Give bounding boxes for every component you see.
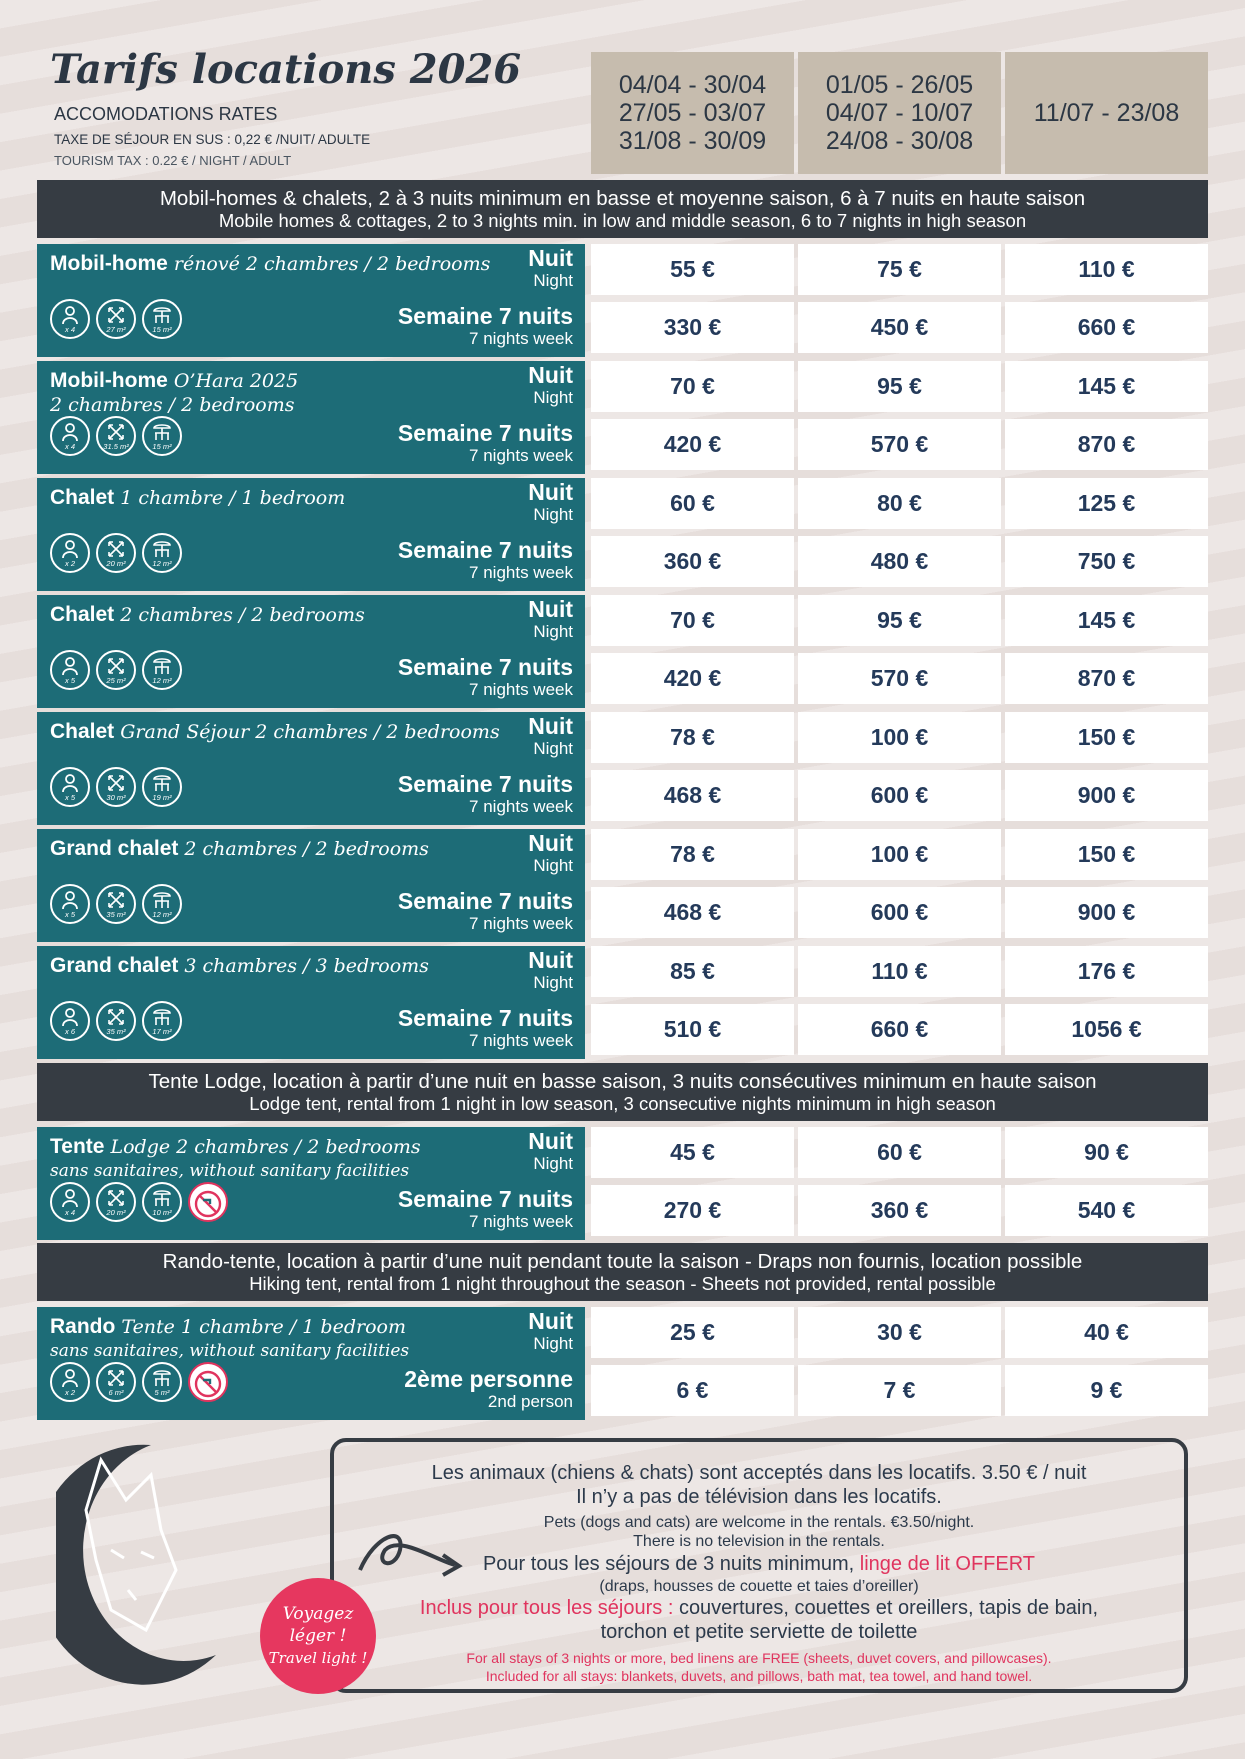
- capacity-icon: [50, 416, 90, 456]
- night-price: 95 €: [798, 361, 1001, 412]
- terrace-icon: [142, 650, 182, 690]
- band-text-en: Hiking tent, rental from 1 night throughout the season - Sheets not provided, rental possible: [249, 1273, 996, 1294]
- capacity-icon: [50, 1182, 90, 1222]
- icon-label: 15 m²: [152, 442, 172, 451]
- label-fr: Semaine 7 nuits: [397, 1005, 573, 1031]
- period-dates: 11/07 - 23/08: [1033, 99, 1180, 127]
- surface-icon: [96, 767, 136, 807]
- period-header-3: [1005, 52, 1208, 174]
- label-en: 7 nights week: [469, 914, 573, 933]
- surface-icon: [96, 650, 136, 690]
- band-text-en: Mobile homes & cottages, 2 to 3 nights min. in low and middle season, 6 to 7 nights in high season: [218, 210, 1027, 231]
- icon-label: x 4: [64, 442, 75, 451]
- accommodation-6: [37, 829, 585, 942]
- surface-icon: [96, 1182, 136, 1222]
- night-price: 60 €: [591, 478, 794, 529]
- terrace-icon: [142, 1182, 182, 1222]
- accommodation-details-line2: sans sanitaires, without sanitary facilities: [50, 1341, 410, 1361]
- night-label-en: Night: [533, 856, 573, 875]
- night-price: 90 €: [1005, 1127, 1208, 1178]
- night-price: 45 €: [591, 1127, 794, 1178]
- accommodation-1: [37, 244, 585, 357]
- accommodation-details: 2 chambres / 2 bedrooms: [178, 838, 429, 860]
- terrace-icon: [142, 1362, 182, 1402]
- terrace-icon: [142, 767, 182, 807]
- linen-offered: linge de lit OFFERT: [859, 1553, 1036, 1575]
- night-label-fr: Nuit: [528, 1128, 573, 1154]
- no-shower-icon: [188, 1182, 228, 1222]
- night-label-en: Night: [533, 1334, 573, 1353]
- night-label-en: Night: [533, 739, 573, 758]
- label-fr: Semaine 7 nuits: [397, 654, 573, 680]
- feature-icons: [50, 884, 182, 924]
- week-price: 360 €: [591, 536, 794, 587]
- period-dates: 31/08 - 30/09: [618, 127, 767, 155]
- night-label: [528, 948, 573, 993]
- night-label-fr: Nuit: [528, 1308, 573, 1334]
- surface-icon: [96, 1001, 136, 1041]
- night-label: [528, 363, 573, 408]
- night-label-fr: Nuit: [528, 245, 573, 271]
- accommodation-8: [37, 1127, 585, 1240]
- icon-label: 25 m²: [106, 676, 126, 685]
- accommodation-type: Chalet: [50, 720, 115, 743]
- feature-icons: [50, 1001, 182, 1041]
- accommodation-details-line2: 2 chambres / 2 bedrooms: [50, 394, 295, 416]
- label-en: 7 nights week: [469, 329, 573, 348]
- week-price: 750 €: [1005, 536, 1208, 587]
- feature-icons: [50, 416, 182, 456]
- week-label: [398, 889, 573, 934]
- accommodation-7: [37, 946, 585, 1059]
- night-label-en: Night: [533, 505, 573, 524]
- period-dates: 04/07 - 10/07: [825, 99, 974, 127]
- night-price: 100 €: [798, 712, 1001, 763]
- capacity-icon: [50, 767, 90, 807]
- accommodation-type: Chalet: [50, 603, 115, 626]
- accommodation-details: 2 chambres / 2 bedrooms: [114, 604, 365, 626]
- accommodation-4: [37, 595, 585, 708]
- wolf-moon-illustration: [56, 1440, 246, 1690]
- terrace-icon: [142, 1001, 182, 1041]
- tax-en: TOURISM TAX : 0.22 € / NIGHT / ADULT: [54, 153, 292, 168]
- label-fr: Semaine 7 nuits: [397, 420, 573, 446]
- night-label: [528, 1129, 573, 1174]
- night-price: 78 €: [591, 829, 794, 880]
- night-price: 125 €: [1005, 478, 1208, 529]
- night-label: [528, 480, 573, 525]
- night-price: 25 €: [591, 1307, 794, 1358]
- night-label: [528, 1309, 573, 1354]
- accommodation-5: [37, 712, 585, 825]
- icon-label: x 5: [64, 676, 75, 685]
- badge-line-3: Travel light !: [268, 1649, 368, 1667]
- icon-label: 31.5 m²: [103, 442, 129, 451]
- feature-icons: [50, 533, 182, 573]
- label-en: 7 nights week: [469, 1212, 573, 1231]
- label-fr: 2ème personne: [404, 1366, 573, 1392]
- no-shower-icon: [188, 1362, 228, 1402]
- accommodation-details-line2: sans sanitaires, without sanitary facilities: [50, 1161, 410, 1181]
- night-label: [528, 714, 573, 759]
- week-price: 468 €: [591, 887, 794, 938]
- night-label-fr: Nuit: [528, 947, 573, 973]
- night-price: 78 €: [591, 712, 794, 763]
- icon-label: 35 m²: [106, 910, 126, 919]
- week-price: 270 €: [591, 1185, 794, 1236]
- night-price: 95 €: [798, 595, 1001, 646]
- label-en: 7 nights week: [469, 446, 573, 465]
- week-price: 540 €: [1005, 1185, 1208, 1236]
- included-fr: couvertures, couettes et oreillers, tapis de bain,: [678, 1597, 1099, 1619]
- week-price: 660 €: [1005, 302, 1208, 353]
- night-label-en: Night: [533, 622, 573, 641]
- icon-label: 5 m²: [154, 1388, 170, 1397]
- night-price: 145 €: [1005, 361, 1208, 412]
- night-label-fr: Nuit: [528, 479, 573, 505]
- page-title: Tarifs locations 2026: [50, 46, 522, 93]
- icon-label: x 4: [64, 325, 75, 334]
- second-person-label: [404, 1367, 573, 1412]
- accommodation-name: [50, 954, 429, 978]
- label-en: 2nd person: [487, 1392, 573, 1411]
- label-fr: Semaine 7 nuits: [397, 888, 573, 914]
- accommodation-9: [37, 1307, 585, 1420]
- capacity-icon: [50, 884, 90, 924]
- label-en: 7 nights week: [469, 797, 573, 816]
- feature-icons: [50, 767, 182, 807]
- accommodation-name: [50, 603, 365, 627]
- pets-en: Pets (dogs and cats) are welcome in the rentals. €3.50/night.: [543, 1514, 975, 1531]
- icon-label: 12 m²: [152, 676, 172, 685]
- capacity-icon: [50, 533, 90, 573]
- second-person-price: 9 €: [1005, 1365, 1208, 1416]
- accommodation-2: [37, 361, 585, 474]
- label-fr: Semaine 7 nuits: [397, 771, 573, 797]
- included-highlight: Inclus pour tous les séjours :: [419, 1597, 679, 1619]
- label-fr: Semaine 7 nuits: [397, 1186, 573, 1212]
- icon-label: 35 m²: [106, 1027, 126, 1036]
- period-dates: 01/05 - 26/05: [825, 71, 974, 99]
- icon-label: 12 m²: [152, 910, 172, 919]
- week-price: 900 €: [1005, 770, 1208, 821]
- week-price: 570 €: [798, 653, 1001, 704]
- included-fr2: torchon et petite serviette de toilette: [600, 1621, 918, 1643]
- week-price: 870 €: [1005, 653, 1208, 704]
- week-price: 468 €: [591, 770, 794, 821]
- accommodation-type: Grand chalet: [50, 837, 179, 860]
- feature-icons: [50, 1182, 228, 1222]
- surface-icon: [96, 416, 136, 456]
- night-price: 85 €: [591, 946, 794, 997]
- terrace-icon: [142, 533, 182, 573]
- page-subtitle: ACCOMODATIONS RATES: [54, 104, 278, 124]
- week-price: 330 €: [591, 302, 794, 353]
- week-price: 510 €: [591, 1004, 794, 1055]
- accommodation-type: Mobil-home: [50, 369, 168, 392]
- icon-label: x 2: [64, 559, 75, 568]
- icon-label: 12 m²: [152, 559, 172, 568]
- night-price: 145 €: [1005, 595, 1208, 646]
- accommodation-type: Rando: [50, 1315, 116, 1338]
- travel-light-badge: [260, 1578, 376, 1694]
- icon-label: 19 m²: [152, 793, 172, 802]
- icon-label: 15 m²: [152, 325, 172, 334]
- week-price: 360 €: [798, 1185, 1001, 1236]
- night-label-en: Night: [533, 388, 573, 407]
- week-price: 660 €: [798, 1004, 1001, 1055]
- period-header-1: [591, 52, 794, 174]
- night-price: 40 €: [1005, 1307, 1208, 1358]
- night-label-fr: Nuit: [528, 713, 573, 739]
- night-price: 110 €: [798, 946, 1001, 997]
- icon-label: 20 m²: [106, 559, 126, 568]
- label-fr: Semaine 7 nuits: [397, 303, 573, 329]
- accommodation-name: [50, 1315, 406, 1339]
- week-price: 480 €: [798, 536, 1001, 587]
- accommodation-3: [37, 478, 585, 591]
- week-price: 870 €: [1005, 419, 1208, 470]
- week-price: 450 €: [798, 302, 1001, 353]
- night-price: 70 €: [591, 595, 794, 646]
- label-fr: Semaine 7 nuits: [397, 537, 573, 563]
- night-price: 150 €: [1005, 829, 1208, 880]
- info-box: [330, 1438, 1188, 1693]
- night-label-fr: Nuit: [528, 362, 573, 388]
- week-price: 900 €: [1005, 887, 1208, 938]
- night-label-en: Night: [533, 973, 573, 992]
- section-band-3: [37, 1243, 1208, 1301]
- section-band-2: [37, 1063, 1208, 1121]
- week-price: 600 €: [798, 770, 1001, 821]
- second-person-price: 7 €: [798, 1365, 1001, 1416]
- icon-label: x 2: [64, 1388, 75, 1397]
- week-label: [398, 1006, 573, 1051]
- label-en: 7 nights week: [469, 680, 573, 699]
- week-price: 1056 €: [1005, 1004, 1208, 1055]
- label-en: 7 nights week: [469, 563, 573, 582]
- badge-line-2: léger !: [289, 1626, 347, 1646]
- night-label-en: Night: [533, 271, 573, 290]
- accommodation-type: Grand chalet: [50, 954, 179, 977]
- week-label: [398, 304, 573, 349]
- surface-icon: [96, 1362, 136, 1402]
- surface-icon: [96, 533, 136, 573]
- accommodation-details: Grand Séjour 2 chambres / 2 bedrooms: [114, 721, 500, 743]
- icon-label: 30 m²: [106, 793, 126, 802]
- section-band-1: [37, 180, 1208, 238]
- accommodation-type: Tente: [50, 1135, 105, 1158]
- night-price: 55 €: [591, 244, 794, 295]
- accommodation-details: 3 chambres / 3 bedrooms: [178, 955, 429, 977]
- badge-line-1: Voyagez: [282, 1604, 354, 1624]
- en-line-2: Included for all stays: blankets, duvets, and pillows, bath mat, tea towel, and hand towel.: [485, 1668, 1033, 1684]
- terrace-icon: [142, 884, 182, 924]
- icon-label: x 5: [64, 793, 75, 802]
- accommodation-details: Tente 1 chambre / 1 bedroom: [115, 1316, 406, 1338]
- icon-label: x 4: [64, 1208, 75, 1217]
- week-label: [398, 655, 573, 700]
- tv-en: There is no television in the rentals.: [633, 1533, 885, 1550]
- period-header-2: [798, 52, 1001, 174]
- feature-icons: [50, 650, 182, 690]
- feature-icons: [50, 1362, 228, 1402]
- accommodation-name: [50, 837, 429, 861]
- night-label-fr: Nuit: [528, 596, 573, 622]
- icon-label: 6 m²: [108, 1388, 124, 1397]
- night-label: [528, 597, 573, 642]
- accommodation-type: Mobil-home: [50, 252, 168, 275]
- night-price: 80 €: [798, 478, 1001, 529]
- accommodation-details: 1 chambre / 1 bedroom: [114, 487, 346, 509]
- band-text-fr: Tente Lodge, location à partir d’une nuit en basse saison, 3 nuits consécutives minimum en haute saison: [148, 1070, 1097, 1093]
- icon-label: x 6: [64, 1027, 75, 1036]
- week-price: 420 €: [591, 653, 794, 704]
- capacity-icon: [50, 1001, 90, 1041]
- week-label: [398, 1187, 573, 1232]
- period-dates: 04/04 - 30/04: [618, 71, 767, 99]
- accommodation-type: Chalet: [50, 486, 115, 509]
- accommodation-name: [50, 369, 298, 393]
- feature-icons: [50, 299, 182, 339]
- week-label: [398, 421, 573, 466]
- week-price: 420 €: [591, 419, 794, 470]
- accommodation-details: Lodge 2 chambres / 2 bedrooms: [104, 1136, 421, 1158]
- icon-label: 20 m²: [106, 1208, 126, 1217]
- band-text-fr: Rando-tente, location à partir d’une nuit pendant toute la saison - Draps non fournis, location possible: [162, 1250, 1083, 1273]
- accommodation-name: [50, 720, 500, 744]
- included-line: [334, 1597, 1184, 1620]
- pets-fr: Les animaux (chiens & chats) sont acceptés dans les locatifs. 3.50 € / nuit: [431, 1462, 1087, 1484]
- week-label: [398, 538, 573, 583]
- accommodation-name: [50, 486, 345, 510]
- linen-detail: (draps, housses de couette et taies d’oreiller): [599, 1578, 919, 1595]
- night-label: [528, 831, 573, 876]
- linen-fr-line: [334, 1553, 1184, 1576]
- icon-label: 27 m²: [106, 325, 126, 334]
- night-price: 150 €: [1005, 712, 1208, 763]
- accommodation-name: [50, 1135, 421, 1159]
- night-price: 60 €: [798, 1127, 1001, 1178]
- terrace-icon: [142, 299, 182, 339]
- night-price: 176 €: [1005, 946, 1208, 997]
- icon-label: 10 m²: [152, 1208, 172, 1217]
- week-price: 600 €: [798, 887, 1001, 938]
- week-price: 570 €: [798, 419, 1001, 470]
- capacity-icon: [50, 650, 90, 690]
- band-text-en: Lodge tent, rental from 1 night in low season, 3 consecutive nights minimum in high season: [249, 1093, 996, 1114]
- night-price: 110 €: [1005, 244, 1208, 295]
- night-label-en: Night: [533, 1154, 573, 1173]
- icon-label: x 5: [64, 910, 75, 919]
- night-label: [528, 246, 573, 291]
- capacity-icon: [50, 299, 90, 339]
- linen-fr: Pour tous les séjours de 3 nuits minimum,: [482, 1553, 860, 1575]
- surface-icon: [96, 884, 136, 924]
- night-price: 100 €: [798, 829, 1001, 880]
- period-dates: 27/05 - 03/07: [618, 99, 767, 127]
- night-label-fr: Nuit: [528, 830, 573, 856]
- label-en: 7 nights week: [469, 1031, 573, 1050]
- second-person-price: 6 €: [591, 1365, 794, 1416]
- icon-label: 17 m²: [152, 1027, 172, 1036]
- tax-fr: TAXE DE SÉJOUR EN SUS : 0,22 € /NUIT/ ADULTE: [54, 132, 371, 147]
- tv-fr: Il n’y a pas de télévision dans les locatifs.: [576, 1486, 942, 1508]
- band-text-fr: Mobil-homes & chalets, 2 à 3 nuits minimum en basse et moyenne saison, 6 à 7 nuits en haute saison: [159, 187, 1086, 210]
- surface-icon: [96, 299, 136, 339]
- week-label: [398, 772, 573, 817]
- accommodation-details: rénové 2 chambres / 2 bedrooms: [167, 253, 491, 275]
- night-price: 30 €: [798, 1307, 1001, 1358]
- night-price: 70 €: [591, 361, 794, 412]
- terrace-icon: [142, 416, 182, 456]
- accommodation-details: O’Hara 2025: [167, 370, 299, 392]
- capacity-icon: [50, 1362, 90, 1402]
- period-dates: 24/08 - 30/08: [825, 127, 974, 155]
- en-line-1: For all stays of 3 nights or more, bed linens are FREE (sheets, duvet covers, and pillowcases).: [466, 1650, 1052, 1666]
- accommodation-name: [50, 252, 490, 276]
- night-price: 75 €: [798, 244, 1001, 295]
